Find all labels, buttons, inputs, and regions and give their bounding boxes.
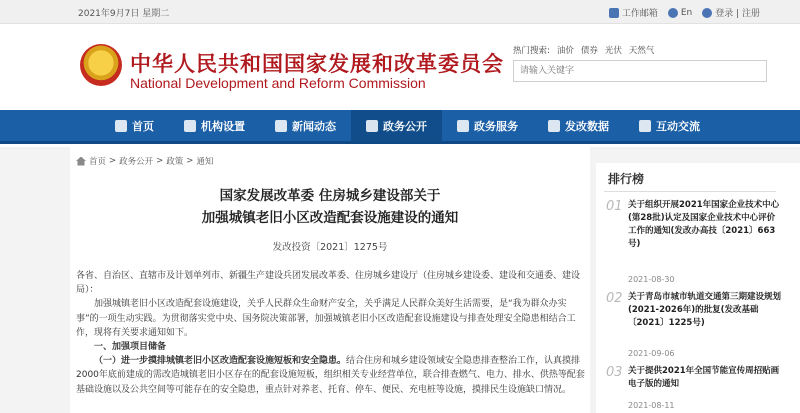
hot-term-oil-price[interactable]: 油价 (556, 46, 574, 56)
breadcrumb-notice[interactable]: 通知 (196, 157, 214, 167)
document-number: 发改投资〔2021〕1275号 (272, 242, 388, 253)
hot-search-label: 热门搜索: (513, 46, 550, 56)
breadcrumb-home[interactable]: 首页 (89, 157, 107, 167)
nav-item-interaction[interactable] (624, 110, 715, 141)
article-paragraph (76, 354, 586, 397)
article-subheading: （一）进一步摸排城镇老旧小区改造配套设施短板和安全隐患。 (94, 356, 347, 367)
breadcrumb: 首页 > 政务公开 > 政策 > 通知 (76, 155, 213, 167)
article-section-heading: 一、加强项目储备 (94, 342, 167, 353)
nav-item-label: 政务公开 (383, 119, 427, 133)
data-icon (548, 120, 560, 132)
hot-term-bonds[interactable]: 债券 (580, 46, 598, 56)
article-paragraph-text: 结合住房和城乡建设领域安全隐患排查整治工作，认真摸排2000年底前建成的需改造城镇老旧小区存在的配套设施短板，组织相关专业经营单位，联合排查燃气、电力、排水、供热等配套基础设施以及公共空间等可能存在的安全隐患，重点针对养老、托育、停车、便民、充电桩等设施，摸排民生设施缺口情况。 (76, 356, 585, 395)
nav-item-data[interactable] (533, 110, 624, 141)
hot-term-pv[interactable]: 光伏 (604, 46, 622, 56)
top-links (609, 6, 760, 19)
user-icon (702, 8, 712, 18)
search-input[interactable] (513, 60, 767, 82)
site-title-en: National Development and Reform Commission (130, 75, 426, 91)
ranking-item-title[interactable]: 关于青岛市城市轨道交通第三期建设规划(2021-2026年)的批复(发改基础〔2021〕1225号) (628, 292, 782, 328)
nav-item-news[interactable] (260, 110, 351, 141)
nav-item-service[interactable] (442, 110, 533, 141)
ranking-item-date: 2021-08-30 (628, 275, 675, 284)
national-emblem-icon[interactable] (80, 44, 122, 86)
content-area (0, 147, 800, 413)
nav-item-home[interactable] (100, 110, 169, 141)
ranking-title: 排行榜 (608, 172, 645, 186)
globe-icon (668, 8, 678, 18)
ranking-number: 01 (606, 199, 623, 214)
english-link-label: En (680, 7, 693, 18)
service-icon (457, 120, 469, 132)
ranking-item-title[interactable]: 关于组织开展2021年国家企业技术中心(第28批)认定及国家企业技术中心评价工作的通知(发改办高技〔2021〕663号) (628, 200, 780, 249)
nav-item-label: 政务服务 (474, 119, 518, 133)
top-bar (0, 0, 800, 24)
login-register-label: 登录 | 注册 (715, 9, 760, 19)
article-title-line2: 加强城镇老旧小区改造配套设施建设的通知 (201, 210, 459, 226)
nav-item-open-gov[interactable] (351, 110, 442, 141)
ranking-sidebar (596, 163, 800, 413)
breadcrumb-policy[interactable]: 政策 (166, 157, 184, 167)
article-title (70, 185, 590, 229)
article (70, 147, 590, 413)
ranking-item-date: 2021-08-11 (628, 401, 675, 410)
site-header (0, 24, 800, 110)
news-icon (275, 120, 287, 132)
mail-link[interactable] (609, 6, 658, 19)
nav-item-label: 新闻动态 (292, 119, 336, 133)
article-paragraph: 加强城镇老旧小区改造配套设施建设，关乎人民群众生命财产安全，关乎满足人民群众美好生活需要，是“我为群众办实事”的一项生动实践。为贯彻落实党中央、国务院决策部署，加强城镇老旧小区改造配套设施建设与排查处理安全隐患相结合工作，现将有关要求通知如下。 (76, 299, 576, 338)
english-link[interactable] (668, 8, 692, 18)
main-nav (0, 110, 800, 144)
chat-icon (639, 120, 651, 132)
open-gov-icon (366, 120, 378, 132)
nav-item-organization[interactable] (169, 110, 260, 141)
hot-search (513, 44, 654, 56)
article-title-line1: 国家发展改革委 住房城乡建设部关于 (219, 188, 441, 204)
mail-icon (609, 8, 619, 18)
ranking-number: 03 (606, 365, 623, 380)
date-text: 2021年9月7日 星期二 (78, 9, 170, 19)
article-body (76, 269, 586, 397)
ranking-item-title[interactable]: 关于提供2021年全国节能宣传周招贴画电子版的通知 (628, 366, 780, 389)
login-register-link[interactable] (702, 6, 760, 19)
divider (604, 191, 776, 192)
nav-item-label: 发改数据 (565, 119, 609, 133)
hot-term-gas[interactable]: 天然气 (628, 46, 655, 56)
site-title-cn[interactable]: 中华人民共和国国家发展和改革委员会 (130, 51, 504, 76)
building-icon (184, 120, 196, 132)
home-icon (115, 120, 127, 132)
mail-link-label: 工作邮箱 (621, 9, 658, 19)
home-icon (76, 157, 86, 166)
article-paragraph: 各省、自治区、直辖市及计划单列市、新疆生产建设兵团发展改革委、住房城乡建设厅（住房城乡建设委、建设和交通委、建设局）： (76, 271, 581, 296)
nav-item-label: 互动交流 (656, 119, 700, 133)
ranking-item-date: 2021-09-06 (628, 349, 675, 358)
breadcrumb-open-gov[interactable]: 政务公开 (119, 157, 154, 167)
nav-item-label: 首页 (132, 119, 154, 133)
nav-item-label: 机构设置 (201, 119, 245, 133)
ranking-number: 02 (606, 291, 623, 306)
